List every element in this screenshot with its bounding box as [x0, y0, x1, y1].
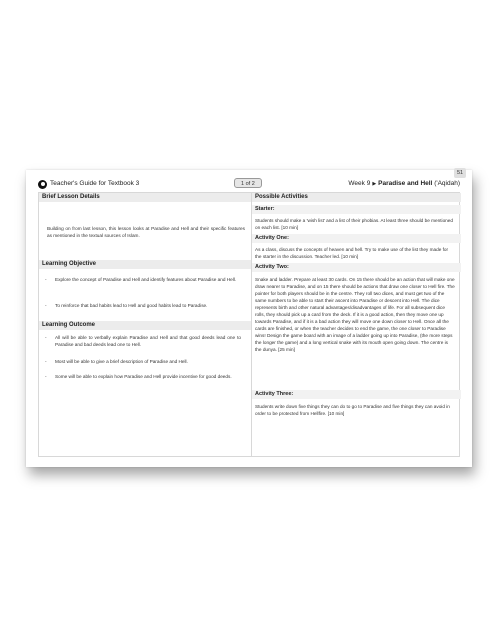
starter-heading: Starter: — [252, 205, 461, 214]
guide-page — [26, 170, 472, 467]
starter-text: Students should make a 'wish list' and a list of their phobias. At least three should be mentioned on each list. [10 min] — [255, 218, 454, 230]
left-column: Brief Lesson Details Building on from last lesson, this lesson looks at Paradise and Hell and their specific features as mentioned in the textual sources of Islam. Learning Objective - Explore the concept of Paradise and Hell and identify features about Paradise and Hell. - To reinforce that bad habits lead to Hell and good habits lead to Paradise. Learning Outcome - All will be able to verbally explain Paradise and Hell and that good deeds lead one to Paradise and bad deeds lead one to Hell. - Most will be able to give a brief description of Paradise and Hell. - Some will be able to explain how Paradise and Hell provide incentive for good deeds. — [39, 193, 252, 456]
week-label: Week 9 — [348, 180, 371, 187]
objective-heading: Learning Objective — [39, 260, 251, 269]
page-indicator[interactable]: 1 of 2 — [234, 178, 262, 188]
right-column — [252, 193, 461, 456]
logo-icon — [38, 180, 47, 189]
guide-title: Teacher's Guide for Textbook 3 — [50, 180, 140, 187]
activities-heading: Possible Activities — [252, 193, 461, 202]
outcome-heading: Learning Outcome — [39, 321, 251, 330]
topic-suffix: ('Aqidah) — [434, 180, 460, 187]
activity-two-heading: Activity Two: — [252, 263, 461, 272]
activity-three-text: Students write down five things they can do to go to Paradise and five things they can avoid in order to be protected from Hellfire. [10 min] — [255, 404, 450, 416]
activity-two-text: Snake and ladder. Prepare at least 30 cards. On 15 there should be an action that will make one draw nearer to Paradise, and on 15 there should be actions that draw one closer to Hell fire. The pointer for both players should be in the centre. They roll two dices, and must get two of the same numbers to be able to start their ascent into Paradise or descent into Hell. The dice represents birth and other natural advantages/disadvantages of life. For all subsequent dice rolls, they should pick up a card from the deck. If it is a good action, then they move one up towards Paradise, and if it is a bad action they will move one down closer to Hell. Once all the cards are finished, or when the teacher decides to end the game, the one closer to Paradise wins! Design the game board with an image of a ladder going up into Paradise, (the more steps the longer the game) and a long vertical snake with its mouth open going down. The centre is the dunya. [25 min] — [255, 277, 455, 352]
page-number: 51 — [454, 168, 466, 178]
week-topic — [348, 180, 460, 187]
activity-three-heading: Activity Three: — [252, 390, 461, 399]
lesson-details-text: Building on from last lesson, this lesson looks at Paradise and Hell and their specific features as mentioned in the textual sources of Islam. — [47, 226, 245, 238]
arrow-right-icon: ▶ — [372, 181, 377, 187]
activity-one-text: As a class, discuss the concepts of heaven and hell. Try to make use of the list they made for the starter in the discussion. Teacher led. [10 min] — [255, 247, 449, 259]
lesson-details-heading: Brief Lesson Details — [39, 193, 251, 202]
lesson-table — [38, 192, 460, 457]
topic-title: Paradise and Hell — [378, 180, 433, 187]
page-header — [26, 170, 472, 188]
activity-one-heading: Activity One: — [252, 234, 461, 243]
